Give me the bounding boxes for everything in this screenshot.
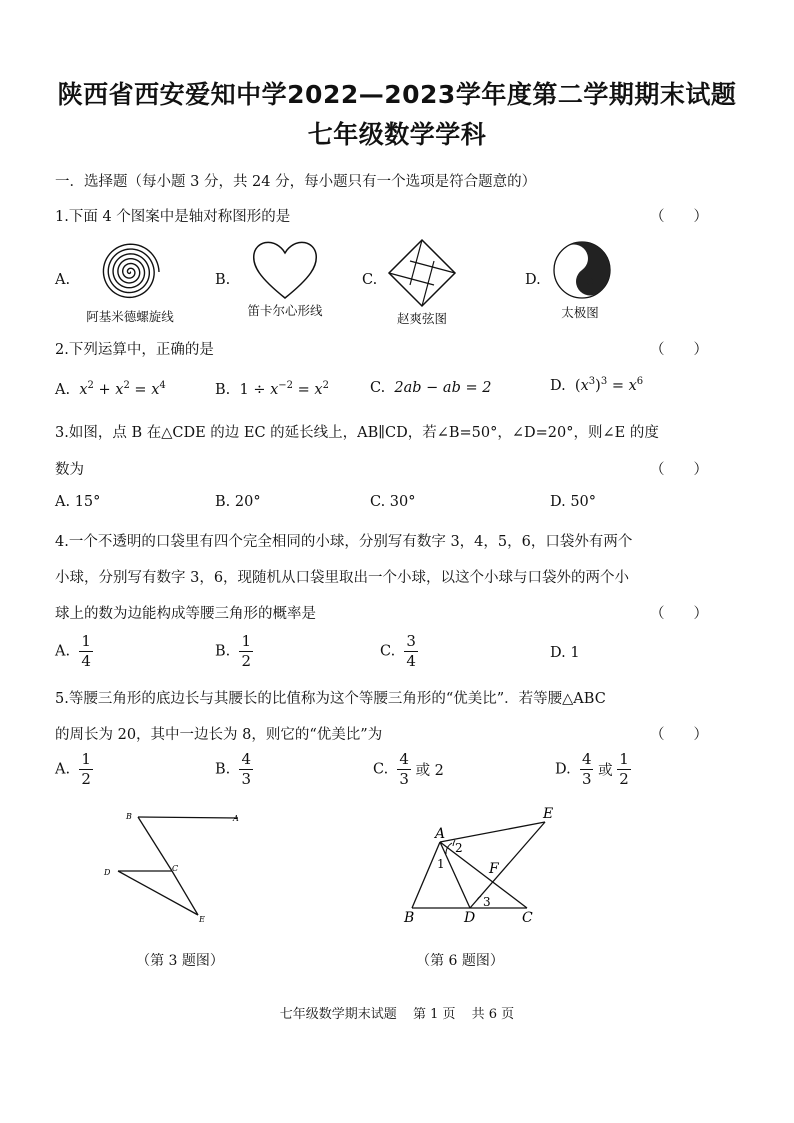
q5-opt-d: D. $\frac{4}{3}$ 或 $\frac{1}{2}$ xyxy=(555,750,629,788)
q3-answer-paren: （ ） xyxy=(650,462,708,478)
q2-opt-c: C. 2ab − ab = 2 xyxy=(370,380,492,396)
fig6-angle-3: 3 xyxy=(483,895,491,909)
exam-subtitle: 七年级数学学科 xyxy=(307,120,487,149)
fig3-label-b: B xyxy=(126,812,132,821)
q5-opt-c: C. $\frac{4}{3}$ 或 2 xyxy=(373,750,444,788)
q3-stem-line2: 数为 xyxy=(55,462,84,478)
q4-stem-line3: 球上的数为边能构成等腰三角形的概率是 xyxy=(55,606,316,622)
q1-stem: 1.下面 4 个图案中是轴对称图形的是 xyxy=(55,209,291,225)
fig6-label-d: D xyxy=(464,910,476,926)
q3-opt-a: A. 15° xyxy=(55,494,101,510)
q3-opt-c: C. 30° xyxy=(370,494,416,510)
yin-yang-icon xyxy=(552,240,612,300)
figure-q3 xyxy=(100,805,260,930)
q3-stem-line1: 3.如图，点 B 在△CDE 的边 EC 的延长线上，AB∥CD，若∠B=50°，∠D=20°，则∠E 的度 xyxy=(55,425,659,441)
fig6-caption: （第 6 题图） xyxy=(416,953,504,969)
q1-opt-d-letter: D. xyxy=(525,272,541,288)
q4-stem-line1: 4.一个不透明的口袋里有四个完全相同的小球，分别写有数字 3，4，5，6，口袋外有两个 xyxy=(55,534,633,550)
footer-total-pages: 共 6 页 xyxy=(471,1007,515,1022)
q1-opt-c-letter: C. xyxy=(362,272,378,288)
fig3-label-d: D xyxy=(104,868,111,877)
page-footer xyxy=(0,1003,794,1022)
fig6-label-e: E xyxy=(543,806,554,822)
footer-exam-name: 七年级数学期末试题 xyxy=(279,1007,397,1022)
q2-stem: 2.下列运算中，正确的是 xyxy=(55,342,214,358)
fig6-label-b: B xyxy=(404,910,415,926)
q4-stem-line2: 小球，分别写有数字 3，6，现随机从口袋里取出一个小球，以这个小球与口袋外的两个小 xyxy=(55,570,630,586)
q4-opt-a: A. $\frac{1}{4}$ xyxy=(55,632,91,670)
fig3-label-e: E xyxy=(199,915,205,924)
pinwheel-square-icon xyxy=(387,238,457,308)
q1-opt-c-caption: 赵爽弦图 xyxy=(396,311,447,326)
fig3-label-c: C xyxy=(172,864,179,873)
fig3-caption: （第 3 题图） xyxy=(136,953,224,969)
q2-answer-paren: （ ） xyxy=(650,342,708,358)
section-heading: 一．选择题（每小题 3 分，共 24 分，每小题只有一个选项是符合题意的） xyxy=(55,174,537,190)
fig3-label-a: A xyxy=(233,814,239,823)
q1-opt-a-caption: 阿基米德螺旋线 xyxy=(86,309,174,324)
q5-stem-line1: 5.等腰三角形的底边长与其腰长的比值称为这个等腰三角形的“优美比”．若等腰△ABC xyxy=(55,691,606,707)
q1-opt-d-caption: 太极图 xyxy=(561,305,599,320)
fig6-label-c: C xyxy=(522,910,533,926)
q4-opt-d: D. 1 xyxy=(550,645,580,661)
footer-page-number: 第 1 页 xyxy=(412,1007,456,1022)
fig6-label-f: F xyxy=(489,861,499,877)
q4-answer-paren: （ ） xyxy=(650,606,708,622)
q5-stem-line2: 的周长为 20，其中一边长为 8，则它的“优美比”为 xyxy=(55,727,383,743)
q5-opt-a: A. $\frac{1}{2}$ xyxy=(55,750,91,788)
q5-answer-paren: （ ） xyxy=(650,727,708,743)
q2-opt-b: B. $1 \div x^{-2} = x^2$ xyxy=(215,380,329,398)
q3-opt-b: B. 20° xyxy=(215,494,261,510)
q1-opt-b-caption: 笛卡尔心形线 xyxy=(247,303,323,318)
exam-title: 陕西省西安爱知中学2022—2023学年度第二学期期末试题 xyxy=(57,80,737,109)
q3-opt-d: D. 50° xyxy=(550,494,597,510)
q4-opt-b: B. $\frac{1}{2}$ xyxy=(215,632,252,670)
heart-icon xyxy=(250,238,320,300)
fig6-angle-1: 1 xyxy=(437,857,445,871)
q1-opt-b-letter: B. xyxy=(215,272,231,288)
figure-q6 xyxy=(395,800,570,930)
q4-opt-c: C. $\frac{3}{4}$ xyxy=(380,632,416,670)
spiral-icon xyxy=(98,240,162,304)
fig6-angle-2: 2 xyxy=(455,841,463,855)
q1-answer-paren: （ ） xyxy=(650,209,708,225)
q2-opt-a: A. $x^2 + x^2 = x^4$ xyxy=(55,380,166,398)
fig6-label-a: A xyxy=(435,826,446,842)
q1-opt-a-letter: A. xyxy=(55,272,71,288)
q2-opt-d: D. $(x^3)^3 = x^6$ xyxy=(550,376,644,394)
q5-opt-b: B. $\frac{4}{3}$ xyxy=(215,750,252,788)
